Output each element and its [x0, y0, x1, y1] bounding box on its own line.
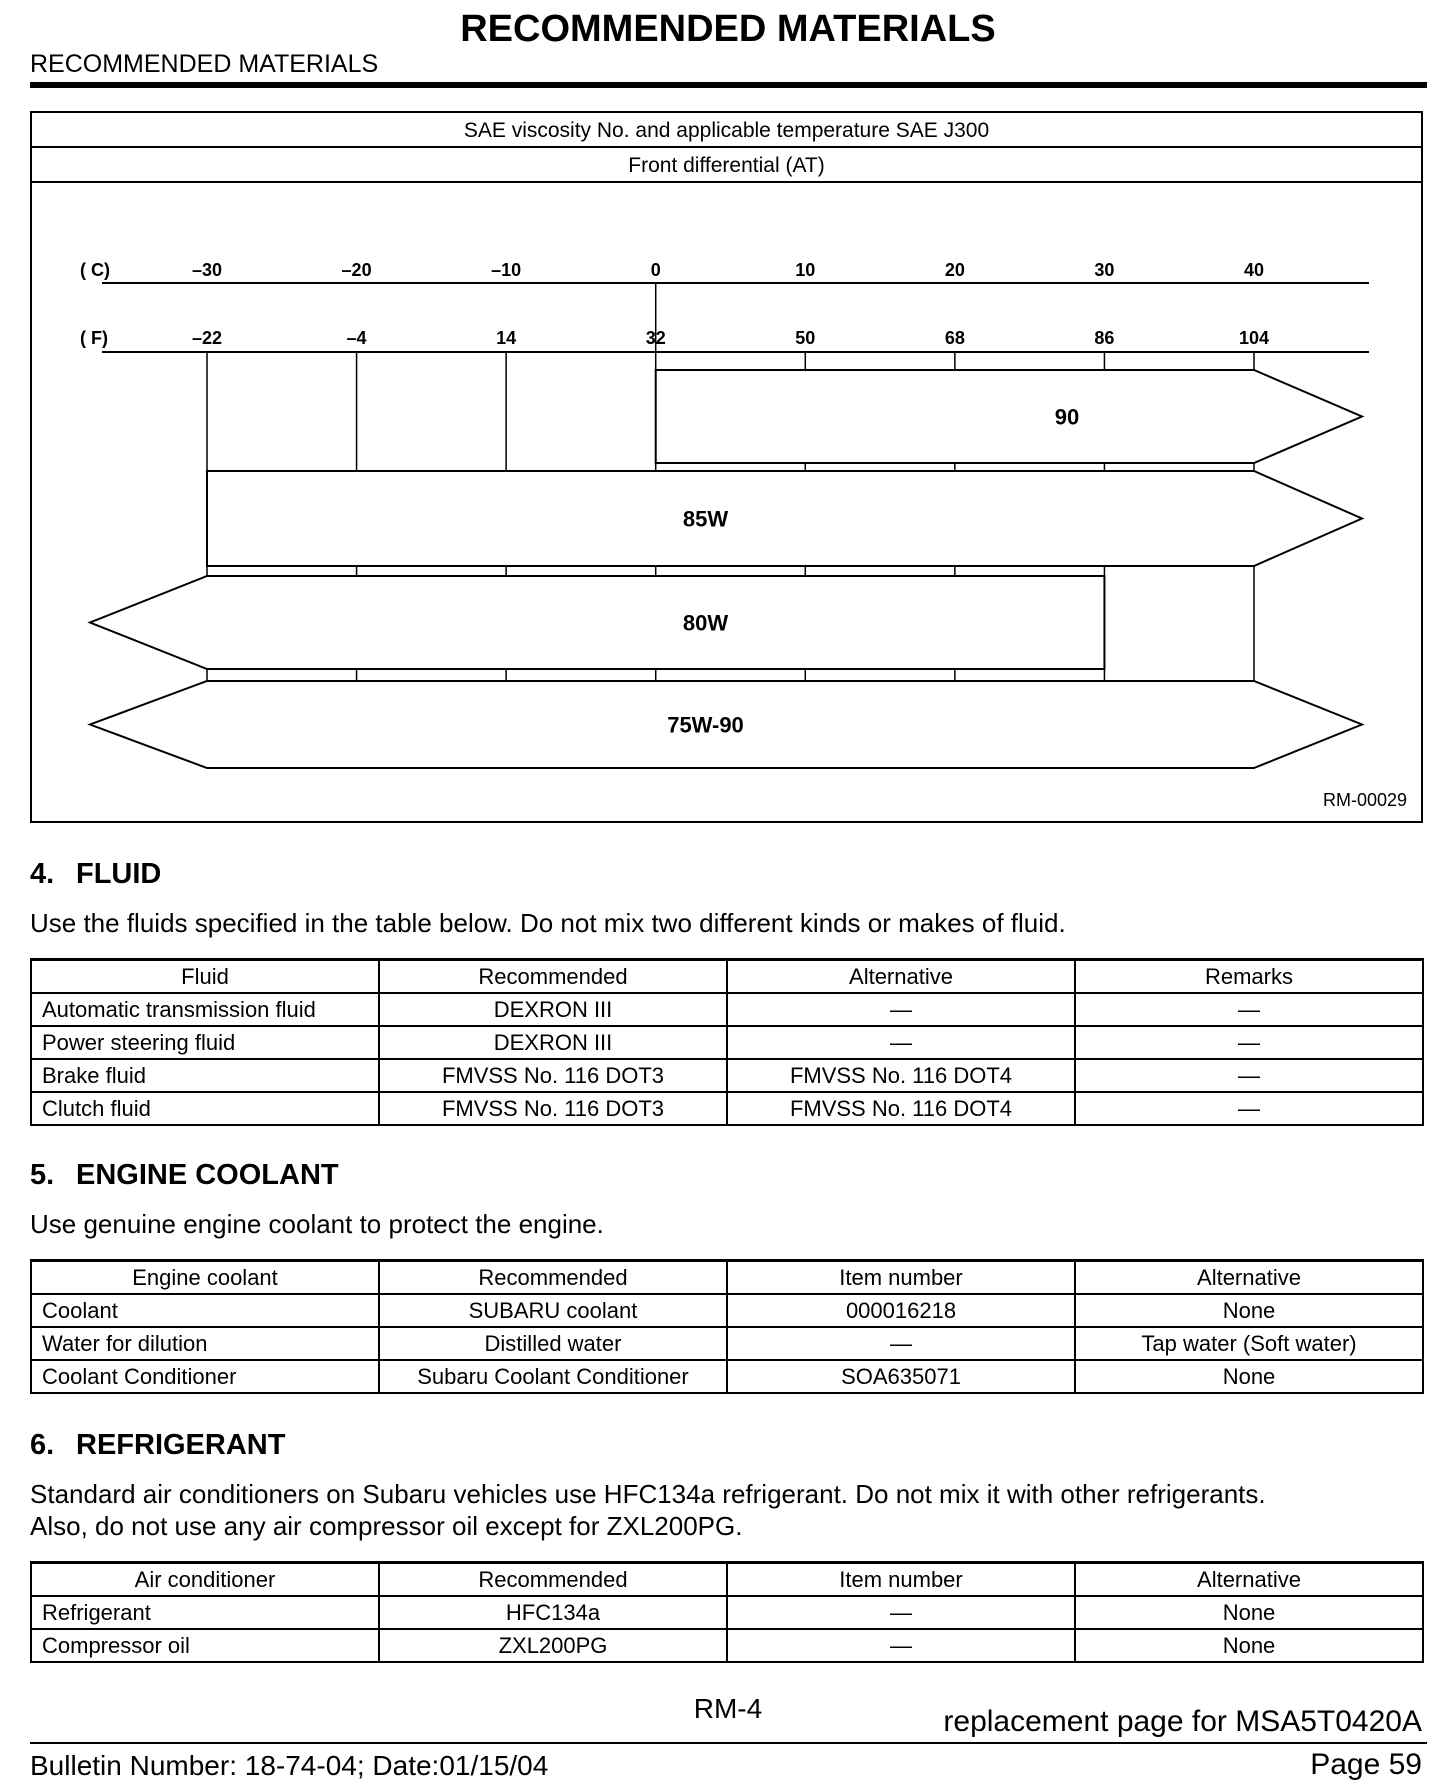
table-cell: Refrigerant [31, 1596, 379, 1629]
fahrenheit-tick-label: 86 [1094, 328, 1115, 348]
refrigerant-section-number: 6. [30, 1429, 55, 1461]
table-cell: SOA635071 [727, 1360, 1075, 1393]
column-header: Alternative [727, 960, 1075, 994]
coolant-description: Use genuine engine coolant to protect the engine. [30, 1209, 604, 1239]
table-header-row [31, 1261, 1423, 1295]
coolant-section-title: ENGINE COOLANT [76, 1159, 339, 1191]
table-cell: DEXRON III [379, 993, 727, 1026]
viscosity-chart-plot [32, 113, 1421, 821]
table-cell: DEXRON III [379, 1026, 727, 1059]
viscosity-range-bar [656, 370, 1362, 463]
refrigerant-heading [30, 1429, 285, 1462]
table-cell: FMVSS No. 116 DOT3 [379, 1092, 727, 1125]
column-header: Alternative [1075, 1563, 1423, 1597]
chart-heading: SAE viscosity No. and applicable temperature SAE J300 [32, 113, 1421, 148]
fluid-section-number: 4. [30, 858, 55, 890]
viscosity-grade-label: 90 [1054, 404, 1080, 430]
page-label: RM-4 [693, 1693, 763, 1724]
table-cell: Power steering fluid [31, 1026, 379, 1059]
table-cell: Brake fluid [31, 1059, 379, 1092]
column-header: Remarks [1075, 960, 1423, 994]
column-header: Item number [727, 1261, 1075, 1295]
refrigerant-table [30, 1561, 1424, 1663]
table-cell: None [1075, 1596, 1423, 1629]
running-head: RECOMMENDED MATERIALS [30, 50, 379, 78]
table-cell: Subaru Coolant Conditioner [379, 1360, 727, 1393]
table-header-row [31, 960, 1423, 994]
celsius-tick-label: –20 [341, 260, 372, 280]
viscosity-chart [30, 111, 1423, 823]
column-header: Engine coolant [31, 1261, 379, 1295]
table-cell: SUBARU coolant [379, 1294, 727, 1327]
table-row [31, 1360, 1423, 1393]
refrigerant-description-line: Standard air conditioners on Subaru vehicles use HFC134a refrigerant. Do not mix it with other refrigerants. [30, 1479, 1266, 1509]
chart-subheading: Front differential (AT) [32, 148, 1421, 183]
table-row [31, 993, 1423, 1026]
table-cell: — [727, 993, 1075, 1026]
fluid-table [30, 958, 1424, 1126]
table-cell: 000016218 [727, 1294, 1075, 1327]
bulletin-info: Bulletin Number: 18-74-04; Date:01/15/04 [30, 1750, 549, 1781]
page-number: Page 59 [1310, 1748, 1422, 1781]
table-cell: Coolant Conditioner [31, 1360, 379, 1393]
column-header: Recommended [379, 960, 727, 994]
table-cell: — [1075, 1026, 1423, 1059]
table-row [31, 1092, 1423, 1125]
header-rule [30, 82, 1427, 88]
fahrenheit-tick-label: 14 [496, 328, 517, 348]
celsius-tick-label: –30 [191, 260, 223, 280]
table-row [31, 1327, 1423, 1360]
celsius-tick-label: 40 [1243, 260, 1265, 280]
column-header: Alternative [1075, 1261, 1423, 1295]
fahrenheit-tick-label: 68 [944, 328, 965, 348]
table-row [31, 1294, 1423, 1327]
fahrenheit-tick-label: –22 [191, 328, 223, 348]
page-title: RECOMMENDED MATERIALS [460, 8, 996, 50]
celsius-tick-label: 20 [944, 260, 965, 280]
table-cell: None [1075, 1629, 1423, 1662]
table-row [31, 1596, 1423, 1629]
fahrenheit-tick-label: –4 [346, 328, 367, 348]
table-cell: — [727, 1327, 1075, 1360]
column-header: Item number [727, 1563, 1075, 1597]
table-cell: — [1075, 993, 1423, 1026]
table-cell: ZXL200PG [379, 1629, 727, 1662]
table-cell: — [727, 1629, 1075, 1662]
column-header: Recommended [379, 1563, 727, 1597]
celsius-label: ( C) [80, 260, 110, 280]
column-header: Fluid [31, 960, 379, 994]
table-row [31, 1629, 1423, 1662]
table-cell: Clutch fluid [31, 1092, 379, 1125]
table-cell: HFC134a [379, 1596, 727, 1629]
table-cell: None [1075, 1360, 1423, 1393]
coolant-section-number: 5. [30, 1159, 55, 1191]
table-cell: Compressor oil [31, 1629, 379, 1662]
viscosity-range-bar [207, 471, 1362, 566]
fahrenheit-tick-label: 50 [795, 328, 816, 348]
fluid-heading [30, 858, 161, 891]
table-cell: — [1075, 1092, 1423, 1125]
refrigerant-description [30, 1478, 1430, 1542]
table-cell: — [727, 1596, 1075, 1629]
viscosity-grade-label: 75W-90 [667, 712, 744, 738]
viscosity-grade-label: 80W [682, 610, 729, 636]
table-header-row [31, 1563, 1423, 1597]
celsius-tick-label: 10 [795, 260, 816, 280]
table-cell: — [1075, 1059, 1423, 1092]
celsius-tick-label: 30 [1094, 260, 1115, 280]
figure-id: RM-00029 [1322, 790, 1407, 810]
coolant-heading [30, 1159, 339, 1192]
column-header: Recommended [379, 1261, 727, 1295]
viscosity-range-bar [90, 576, 1104, 669]
table-cell: Tap water (Soft water) [1075, 1327, 1423, 1360]
fluid-description: Use the fluids specified in the table below. Do not mix two different kinds or makes of fluid. [30, 908, 1066, 938]
table-cell: Distilled water [379, 1327, 727, 1360]
refrigerant-section-title: REFRIGERANT [76, 1429, 286, 1461]
fluid-section-title: FLUID [76, 858, 162, 890]
table-cell: — [727, 1026, 1075, 1059]
fahrenheit-tick-label: 104 [1238, 328, 1270, 348]
table-cell: FMVSS No. 116 DOT3 [379, 1059, 727, 1092]
celsius-tick-label: 0 [650, 260, 661, 280]
replacement-note: replacement page for MSA5T0420A [943, 1705, 1422, 1738]
table-cell: Water for dilution [31, 1327, 379, 1360]
refrigerant-description-line: Also, do not use any air compressor oil except for ZXL200PG. [30, 1511, 743, 1541]
table-cell: Coolant [31, 1294, 379, 1327]
table-cell: FMVSS No. 116 DOT4 [727, 1092, 1075, 1125]
fahrenheit-label: ( F) [80, 328, 108, 348]
celsius-tick-label: –10 [491, 260, 522, 280]
table-cell: None [1075, 1294, 1423, 1327]
table-row [31, 1026, 1423, 1059]
table-cell: Automatic transmission fluid [31, 993, 379, 1026]
fahrenheit-tick-label: 32 [645, 328, 666, 348]
footer-rule [30, 1742, 1427, 1744]
column-header: Air conditioner [31, 1563, 379, 1597]
table-cell: FMVSS No. 116 DOT4 [727, 1059, 1075, 1092]
coolant-table [30, 1259, 1424, 1394]
viscosity-grade-label: 85W [682, 506, 729, 532]
table-row [31, 1059, 1423, 1092]
